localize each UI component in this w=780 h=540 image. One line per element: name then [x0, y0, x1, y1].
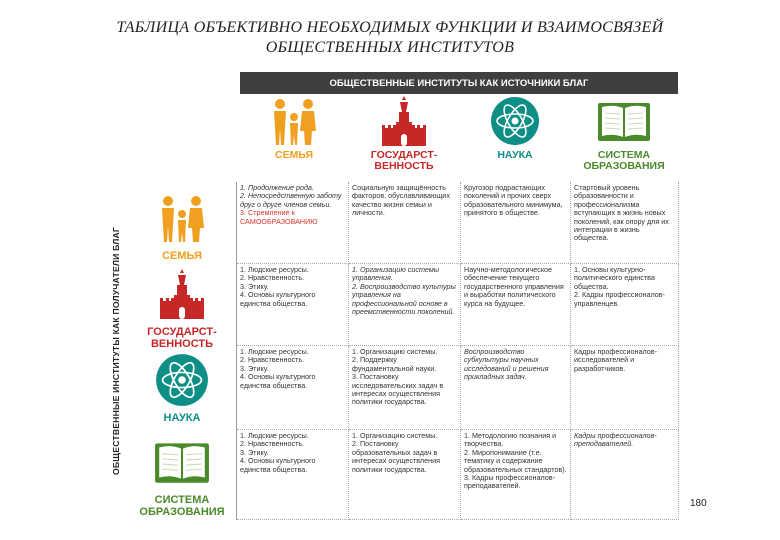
column-label-science: НАУКА	[497, 149, 533, 161]
atom-icon	[487, 96, 543, 146]
column-label-family: СЕМЬЯ	[274, 149, 314, 161]
cell-education-family: 1. Людские ресурсы. 2. Нравственность. 3. Этику. 4. Основы культурного единства общества.	[237, 430, 349, 520]
kremlin-tower-icon	[152, 266, 212, 322]
cell-education-science: 1. Методологию познания и творчества. 2. Миропонимание (т.е. тематику и содержание образовательных стандартов). 3. Кадры профессионалов-преподавателей.	[461, 430, 571, 520]
cell-education-state: 1. Организацию системы. 2. Постановку образовательных задач в интересах осуществления политики государства.	[349, 430, 461, 520]
cell-state-education: 1. Основы культурно-политического единства общества. 2. Кадры профессионалов-управленцев.	[571, 264, 679, 346]
atom-icon	[152, 352, 212, 408]
cell-family-education: Стартовый уровень образованности и профессионализма вступающих в жизнь новых поколений, как опору для их интеграции в жизнь общества.	[571, 182, 679, 264]
cell-state-science: Научно-методологическое обеспечение текущего государственного управления и выработки политического курса на будущее.	[461, 264, 571, 346]
cell-science-family: 1. Людские ресурсы. 2. Нравственность. 3. Этику. 4. Основы культурного единства общества.	[237, 346, 349, 430]
cell-science-science: Воспроизводство субкультуры научных исследований и решения прикладных задач.	[461, 346, 571, 430]
page-title	[0, 18, 780, 58]
column-header-education	[570, 96, 678, 182]
family-icon	[266, 96, 322, 146]
column-header-science	[460, 96, 570, 182]
cell-family-state: Социальную защищённость факторов, обуславливающих качество жизни семьи и личности.	[349, 182, 461, 264]
row-label-state: ГОСУДАРСТ- ВЕННОСТЬ	[147, 326, 217, 350]
cell-science-state: 1. Организацию системы. 2. Поддержку фундаментальной науки. 3. Постановку исследовательских задач в интересах осуществления политики государства.	[349, 346, 461, 430]
row-header-science	[128, 352, 236, 424]
page-number: 180	[690, 498, 707, 509]
row-label-education: СИСТЕМА ОБРАЗОВАНИЯ	[139, 494, 225, 518]
book-icon	[152, 434, 212, 490]
cell-science-education: Кадры профессионалов-исследователей и разработчиков.	[571, 346, 679, 430]
top-header-bar: ОБЩЕСТВЕННЫЕ ИНСТИТУТЫ КАК ИСТОЧНИКИ БЛАГ	[240, 72, 678, 94]
book-icon	[596, 96, 652, 146]
row-header-state	[128, 266, 236, 350]
kremlin-tower-icon	[376, 96, 432, 146]
column-header-family	[240, 96, 348, 182]
title-line-2: ОБЩЕСТВЕННЫХ ИНСТИТУТОВ	[265, 39, 515, 56]
column-header-state	[348, 96, 460, 182]
side-header-text: ОБЩЕСТВЕННЫЕ ИНСТИТУТЫ КАК ПОЛУЧАТЕЛИ БЛАГ	[111, 227, 121, 475]
row-label-science: НАУКА	[163, 412, 201, 424]
cell-family-science: Кругозор подрастающих поколений и прочих сверх образовательного минимума, принятого в обществе.	[461, 182, 571, 264]
side-header	[106, 182, 126, 520]
title-line-1: ТАБЛИЦА ОБЪЕКТИВНО НЕОБХОДИМЫХ ФУНКЦИИ И ВЗАИМОСВЯЗЕЙ	[116, 19, 664, 36]
cell-family-family: 1. Продолжение рода. 2. Непосредственную заботу друг о друге членов семьи. 3. Стремление к САМООБРАЗОВАНИЮ	[237, 182, 349, 264]
row-header-education	[128, 434, 236, 518]
column-label-education: СИСТЕМА ОБРАЗОВАНИЯ	[583, 149, 665, 172]
row-header-family	[128, 190, 236, 262]
cell-education-education: Кадры профессионалов-преподавателей.	[571, 430, 679, 520]
row-label-family: СЕМЬЯ	[162, 250, 202, 262]
cell-state-family: 1. Людские ресурсы. 2. Нравственность. 3. Этику. 4. Основы культурного единства общества.	[237, 264, 349, 346]
relations-grid	[236, 182, 678, 520]
cell-state-state: 1. Организацию системы управления. 2. Воспроизводство культуры управления на профессиональной основе в преемственности поколений.	[349, 264, 461, 346]
family-icon	[152, 190, 212, 246]
column-label-state: ГОСУДАРСТ- ВЕННОСТЬ	[370, 149, 438, 172]
